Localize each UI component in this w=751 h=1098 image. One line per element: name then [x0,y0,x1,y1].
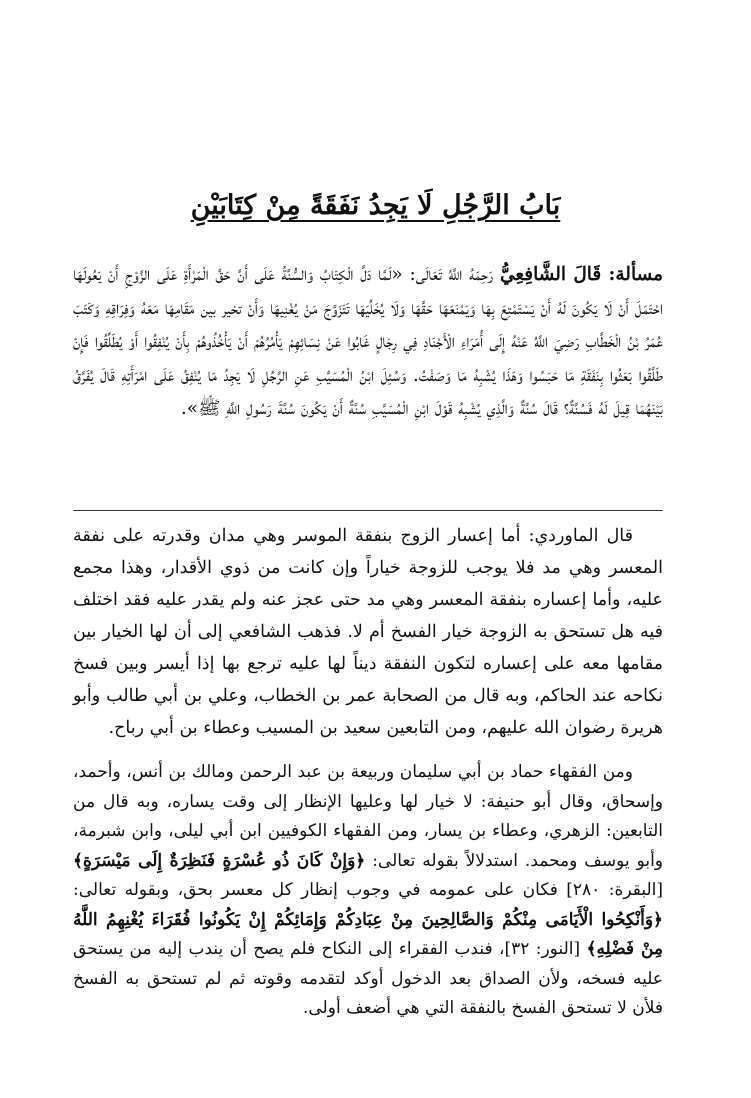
paragraph-2-text-a: ومن الفقهاء حماد بن أبي سليمان وربيعة بن عبد الرحمن ومالك بن أنس، وأحمد، وإسحاق، وقال أبو حنيفة: لا خيار لها وعليها الإنظار إلى وقت يساره، وبه قال من التابعين: الزهري، وعطاء بن يسار، ومن الفقهاء الكوفيين ابن أبي ليلى، وابن شبرمة، وأبو يوسف ومحمد. استدلالاً بقوله تعالى: [73,762,663,871]
issue-label: مسألة: قَالَ الشَّافِعِيُّ [499,264,663,285]
quran-verse-2: ﴿وَأَنْكِحُوا الْأَيَامَى مِنْكُمْ وَالصَّالِحِينَ مِنْ عِبَادِكُمْ وَإِمَائِكُمْ إِنْ يَكُونُوا فُقَرَاءَ يُغْنِهِمُ اللَّهُ مِنْ فَضْلِهِ﴾ [73,909,663,959]
quote-text: رَحِمَهُ اللَّهُ تَعَالَى: «لَمَّا دَلَّ الْكِتَابُ وَالسُّنَّةُ عَلَى أَنَّ حَقَّ الْمَرْأَةِ عَلَى الزَّوْجِ أَنْ يَعُولَهَا احْتَمَلَ أَنْ لَا يَكُونَ لَهُ أَنْ يَسْتَمْتِعَ بِهَا وَيَمْنَعَهَا حَقَّهَا وَلَا يُخَلِّيَهَا تَتَزَوَّجَ مَنْ يُغْنِيهَا وَأَنْ تخير بين مَقَامِهَا مَعَهُ وَفِرَاقِهِ وَكَتَبَ عُمَرُ بْنُ الْخَطَّابِ رَضِيَ اللَّهُ عَنْهُ إِلَى أُمَرَاءِ الْأَجْنَادِ فِي رِجَالٍ غَابُوا عَنْ نِسَائِهِمْ يَأْمُرُهُمْ أَنْ يَأْخُذُوهُمْ بِأَنْ يُنْفِقُوا أَوْ يُطَلِّقُوا فَإِنْ طَلَّقُوا بَعَثُوا بِنَفَقَةِ مَا حَبَسُوا وَهَذَا يُشْبِهُ مَا وَصَفْتُ. وَسُئِلَ ابْنُ الْمُسَيَّبِ عَنِ الرَّجُلِ لَا يَجِدُ مَا يُنْفِقُ عَلَى امْرَأَتِهِ قَالَ يُفَرَّقُ بَيْنَهُمَا قِيلَ لَهُ فَسُنَّةٌ؟ قَالَ سُنَّةٌ وَالَّذِي يُشْبِهُ قَوْلَ ابْنِ الْمُسَيَّبِ سُنَّةٌ أَنْ يَكُونَ سُنَّةَ رَسُولِ اللَّهِ ﷺ». [73,264,663,419]
shafii-quote [73,258,663,426]
paragraph-2-text-c: [النور: ٣٢]، فندب الفقراء إلى النكاح فلم يصح أن يندب إليه من يستحق عليه فسخه، ولأن الصداق بعد الدخول أوكد لتقدمه وقوته ثم لم تستحق به الفسخ فلأن لا تستحق الفسخ بالنفقة التي هي أضعف أولى. [73,939,663,1018]
commentary-paragraph-1 [73,520,663,744]
commentary-paragraph-2 [73,758,663,1024]
paragraph-1-text: قال الماوردي: أما إعسار الزوج بنفقة الموسر وهي مدان وقدرته على نفقة المعسر وهي مد فلا يوجب للزوجة خياراً وإن كانت من ذوي الأقدار، وهذا مجمع عليه، وأما إعساره بنفقة المعسر وهي مد حتى عجز عنه ولم يقدر عليه فقد اختلف فيه هل تستحق به الزوجة خيار الفسخ أم لا. فذهب الشافعي إلى أن لها الخيار بين مقامها معه على إعساره لتكون النفقة ديناً لها عليه ترجع بها إذا أيسر وبين فسخ نكاحه عند الحاكم، وبه قال من الصحابة عمر بن الخطاب، وعلي بن أبي طالب وأبو هريرة رضوان الله عليهم، ومن التابعين سعيد بن المسيب وعطاء بن أبي رباح. [73,526,663,738]
chapter-title: بَابُ الرَّجُلِ لَا يَجِدُ نَفَقَةً مِنْ كِتَابَيْنِ [190,190,561,221]
divider [73,510,663,511]
quran-verse-1: ﴿وَإِنْ كَانَ ذُو عُسْرَةٍ فَنَظِرَةٌ إِلَى مَيْسَرَةٍ﴾ [73,850,366,871]
paragraph-2-text-b: [البقرة: ٢٨٠] فكان على عمومه في وجوب إنظار كل معسر بحق، وبقوله تعالى: [73,880,663,900]
